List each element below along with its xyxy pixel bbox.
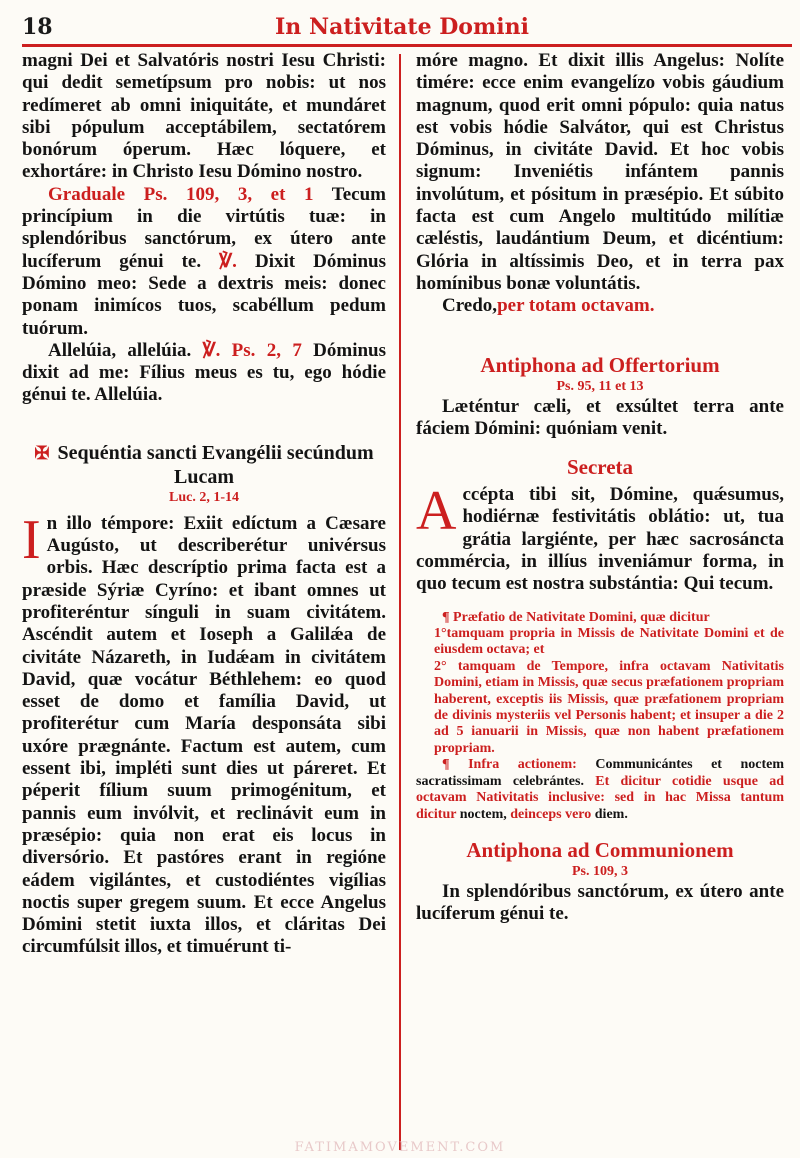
epistle-ending: magni Dei et Salvatóris nostri Iesu Christi: qui dedit semetípsum pro nobis: ut nos redímeret ab omni iniquitáte, et mundáret sibi pópulum acceptábilem, sectatórem bonórum óperum. Hæc lóquere, et exhortáre: in Christo Iesu Dómino nostro. bbox=[22, 50, 386, 183]
rubric-infra-actionem bbox=[416, 757, 784, 823]
rubric-diem: diem. bbox=[591, 806, 628, 822]
drop-cap: I bbox=[22, 508, 41, 571]
column-divider bbox=[399, 54, 401, 1150]
rubric-deinceps: deinceps vero bbox=[506, 806, 592, 822]
communion-title: Antiphona ad Communionem bbox=[466, 837, 734, 862]
credo: Credo, bbox=[442, 295, 498, 317]
gospel-continued: móre magno. Et dixit illis Angelus: Nolíte timére: ecce enim evangelízo vobis gáudium magnum, quod erit omni pópulo: quia natus est vobis hódie Salvátor, qui est Christus Dóminus, in civitáte David. Et hoc vobis signum: Inveniétis infántem pannis involútum, et pósitum in præsépio. Et súbito facta est cum Angelo multitúdo milítiæ cæléstis, laudántium Deum, et dicéntium: Glória in altíssimis Deo, et in terra pax homínibus bonæ voluntátis. bbox=[416, 50, 784, 294]
gospel-title: Sequéntia sancti Evangélii secúndum Lucam bbox=[57, 441, 374, 488]
alleluia-text: Allelúia, allelúia. bbox=[48, 339, 203, 361]
secreta-body: ccépta tibi sit, Dómine, quǽsumus, hodiérnæ festivitátis oblátio: ut, tua grátia largiénte, per hæc sacrosáncta commércia, in illíus inveniámur forma, in quo tecum est nostra substántia: Qui tecum. bbox=[416, 484, 784, 595]
alleluia-paragraph bbox=[22, 340, 386, 407]
communion-ref: Ps. 109, 3 bbox=[572, 863, 628, 879]
versicle-symbol: ℣. bbox=[219, 250, 237, 272]
communion-text: In splendóribus sanctórum, ex útero ante lucíferum génui te. bbox=[416, 880, 784, 925]
rubric-item-2: 2° tamquam de Tempore, infra octavam Nativitatis Domini, etiam in Missis, quæ secus præfationem propriam haberent, exceptis iis Missis, quæ præfationem propriam de divinis mysteriis vel Personis habent; et insuper a die 2 ad 5 ianuarii in Missis, quæ non habent præfationem propriam. bbox=[434, 658, 784, 756]
graduale-text-2: Dixit Dóminus Dómino meo: Sede a dextris meis: donec ponam inimícos tuos, scabéllum pedum tuórum. bbox=[22, 250, 386, 339]
left-column bbox=[22, 50, 386, 959]
page-number: 18 bbox=[22, 14, 53, 40]
page-title: In Nativitate Domini bbox=[275, 14, 529, 40]
alleluia-ref: ℣. Ps. 2, 7 bbox=[202, 339, 302, 361]
gospel-text bbox=[22, 508, 386, 959]
credo-note: per totam octavam. bbox=[497, 295, 655, 317]
alleluia-text-2: Dóminus dixit ad me: Fílius meus es tu, ego hódie génui te. Allelúia. bbox=[22, 339, 387, 406]
secreta-title: Secreta bbox=[566, 455, 634, 480]
rubric-noctem: noctem, bbox=[456, 806, 507, 822]
gospel-heading bbox=[22, 441, 386, 507]
rubric-note: Et dicitur cotidie usque ad octavam Nativitatis inclusive: sed in hac Missa tantum dicitur bbox=[416, 773, 784, 822]
offertory-title: Antiphona ad Offertorium bbox=[480, 352, 720, 377]
rubric-communicantes: Communicántes et noctem sacratissimam celebrántes. bbox=[416, 757, 785, 789]
credo-line bbox=[416, 295, 784, 317]
header-rule bbox=[22, 44, 792, 47]
secreta-text bbox=[416, 480, 784, 595]
rubric-label: ¶ Infra actionem: bbox=[442, 757, 577, 773]
cross-icon: ✠ bbox=[34, 442, 50, 463]
gospel-body: n illo témpore: Exiit edíctum a Cæsare Augústo, ut describerétur univérsus orbis. Hæc descríptio prima facta est a præside Sýriæ Cyríno: et ibant omnes ut profiteréntur sínguli in suam civitátem. Ascéndit autem et Ioseph a Galilǽa de civitáte Názareth, in Iudǽam in civitátem David, quæ vocátur Béthlehem: eo quod esset de domo et família David, ut profiterétur cum María desponsáta sibi uxóre prægnánte. Factum est autem, cum essent ibi, impléti sunt dies ut páreret. Et péperit fílium suum primogénitum, et pannis eum invólvit, et reclinávit eum in præsépio: quia non erat eis locus in diversório. Et pastóres erant in regióne eádem vigilántes, et custodiéntes vigílias noctis super gregem suum. Et ecce Angelus Dómini stetit iuxta illos, et cláritas Dei circumfúlsit illos, et timuérunt ti- bbox=[22, 512, 386, 958]
offertory-ref: Ps. 95, 11 et 13 bbox=[556, 378, 644, 394]
offertory-text: Læténtur cæli, et exsúltet terra ante fáciem Dómini: quóniam venit. bbox=[416, 395, 784, 439]
secreta-drop-cap: A bbox=[416, 480, 457, 543]
preface-rubric bbox=[416, 610, 784, 823]
graduale-text: Tecum princípium in die virtútis tuæ: in splendóribus sanctórum, ex útero ante lucíferum génui te. bbox=[22, 183, 386, 272]
gospel-ref: Luc. 2, 1-14 bbox=[169, 489, 239, 505]
graduale-paragraph bbox=[22, 184, 386, 340]
graduale-label: Graduale Ps. 109, 3, et 1 bbox=[48, 183, 314, 205]
watermark: FATIMAMOVEMENT.COM bbox=[294, 1140, 506, 1155]
right-column bbox=[416, 50, 784, 926]
rubric-item-1: 1°tamquam propria in Missis de Nativitate Domini et de eiusdem octava; et bbox=[434, 626, 784, 658]
rubric-preface: ¶ Præfatio de Nativitate Domini, quæ dicitur bbox=[442, 609, 710, 625]
page-header bbox=[22, 12, 782, 42]
